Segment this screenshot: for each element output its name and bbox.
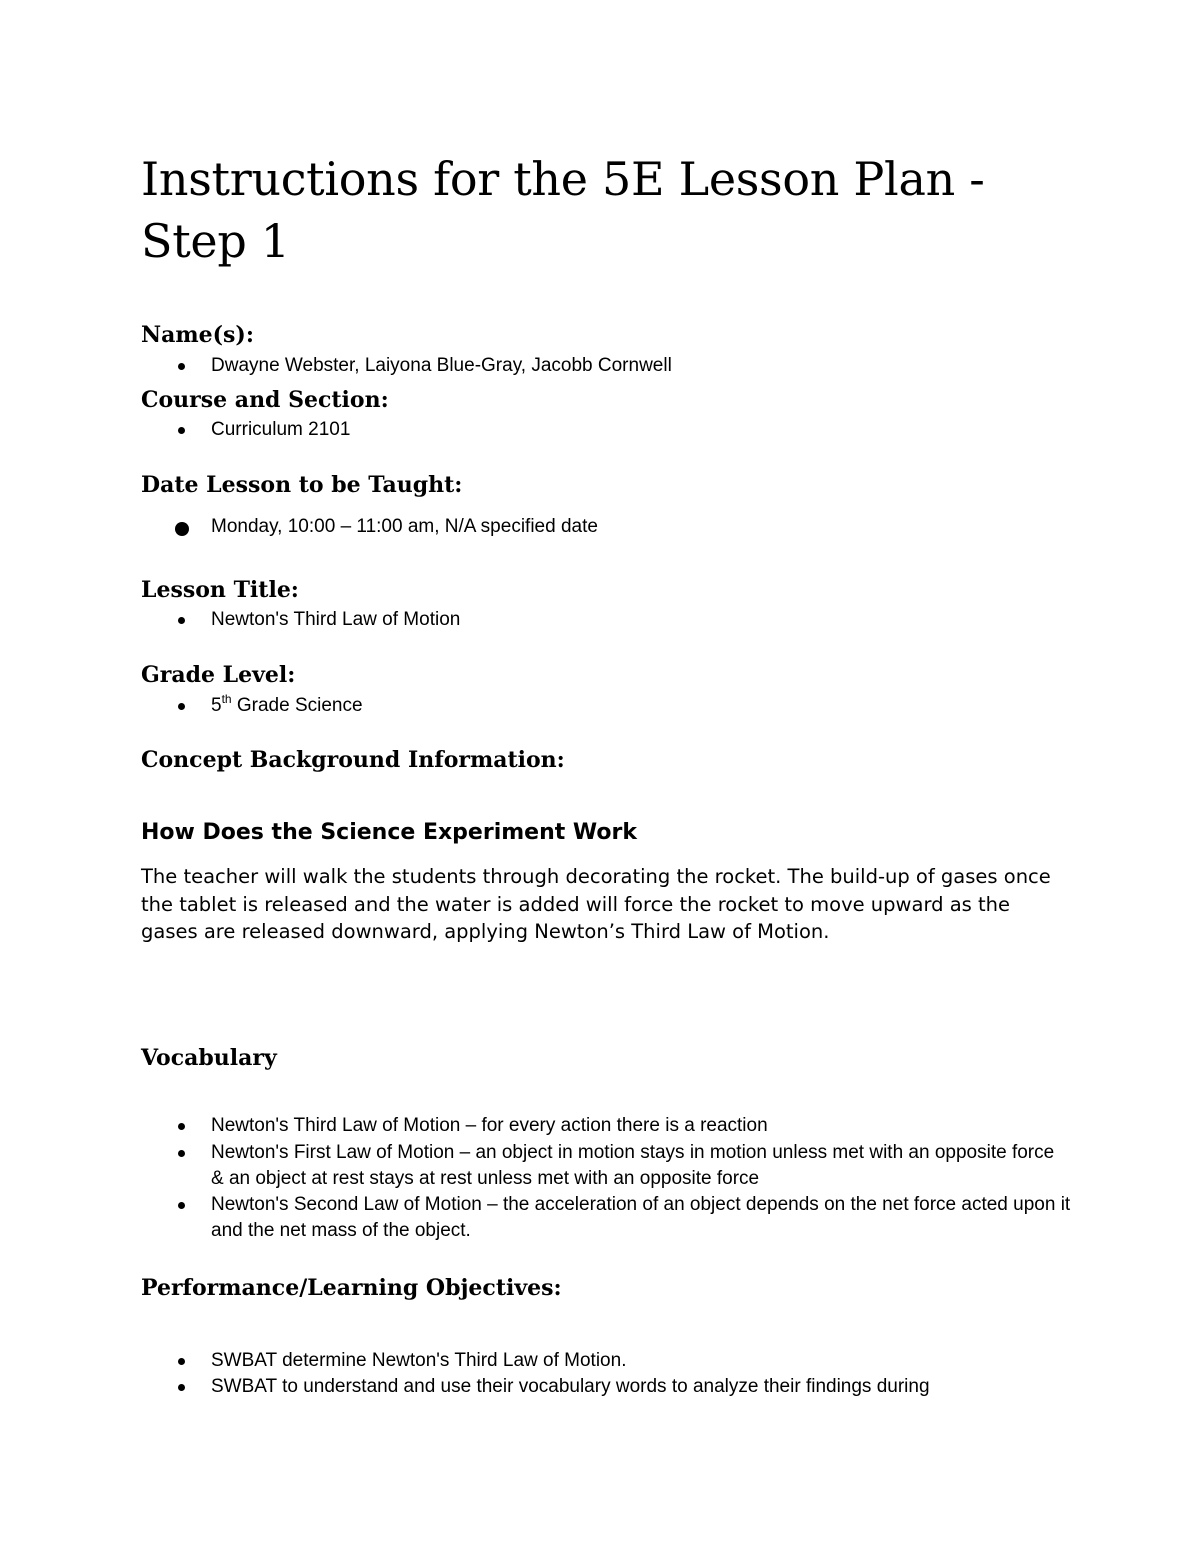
experiment-heading: How Does the Science Experiment Work — [141, 820, 637, 845]
vocabulary-item: Newton's First Law of Motion – an object in motion stays in motion unless met with an opposite force & an object at rest stays at rest unless met with an opposite force — [211, 1142, 1055, 1189]
bullet-icon — [178, 1150, 185, 1157]
bullet-icon — [178, 1202, 185, 1209]
course-value: Curriculum 2101 — [211, 419, 351, 440]
bullet-icon — [178, 1358, 185, 1365]
names-heading: Name(s): — [141, 322, 254, 348]
bullet-icon — [178, 1384, 185, 1391]
date-value: Monday, 10:00 – 11:00 am, N/A specified date — [211, 516, 598, 537]
date-heading: Date Lesson to be Taught: — [141, 472, 463, 498]
grade-value — [211, 693, 1071, 719]
bullet-icon — [178, 617, 185, 624]
lesson-title-heading: Lesson Title: — [141, 577, 299, 603]
objectives-heading: Performance/Learning Objectives: — [141, 1275, 562, 1301]
grade-suffix: th — [221, 692, 232, 706]
objective-item: SWBAT to understand and use their vocabulary words to analyze their findings during — [211, 1376, 930, 1397]
experiment-paragraph: The teacher will walk the students through decorating the rocket. The build-up of gases once the tablet is released and the water is added will force the rocket to move upward as the gases are released downward, applying Newton’s Third Law of Motion. — [141, 865, 1051, 943]
course-heading: Course and Section: — [141, 387, 389, 413]
bullet-icon — [178, 1123, 185, 1130]
concept-heading: Concept Background Information: — [141, 747, 565, 773]
vocabulary-heading: Vocabulary — [141, 1045, 277, 1071]
grade-rest: Grade Science — [231, 695, 363, 716]
bullet-icon — [178, 427, 185, 434]
vocabulary-item: Newton's Second Law of Motion – the acceleration of an object depends on the net force acted upon it and the net mass of the object. — [211, 1194, 1071, 1241]
bullet-icon — [175, 522, 189, 536]
lesson-title-value: Newton's Third Law of Motion — [211, 609, 461, 630]
page-title: Instructions for the 5E Lesson Plan - Step 1 — [141, 152, 985, 268]
vocabulary-item: Newton's Third Law of Motion – for every action there is a reaction — [211, 1115, 768, 1136]
bullet-icon — [178, 703, 185, 710]
names-value: Dwayne Webster, Laiyona Blue-Gray, Jacobb Cornwell — [211, 355, 672, 376]
grade-heading: Grade Level: — [141, 662, 296, 688]
objective-item: SWBAT determine Newton's Third Law of Motion. — [211, 1350, 627, 1371]
bullet-icon — [178, 363, 185, 370]
grade-number: 5 — [211, 695, 222, 716]
